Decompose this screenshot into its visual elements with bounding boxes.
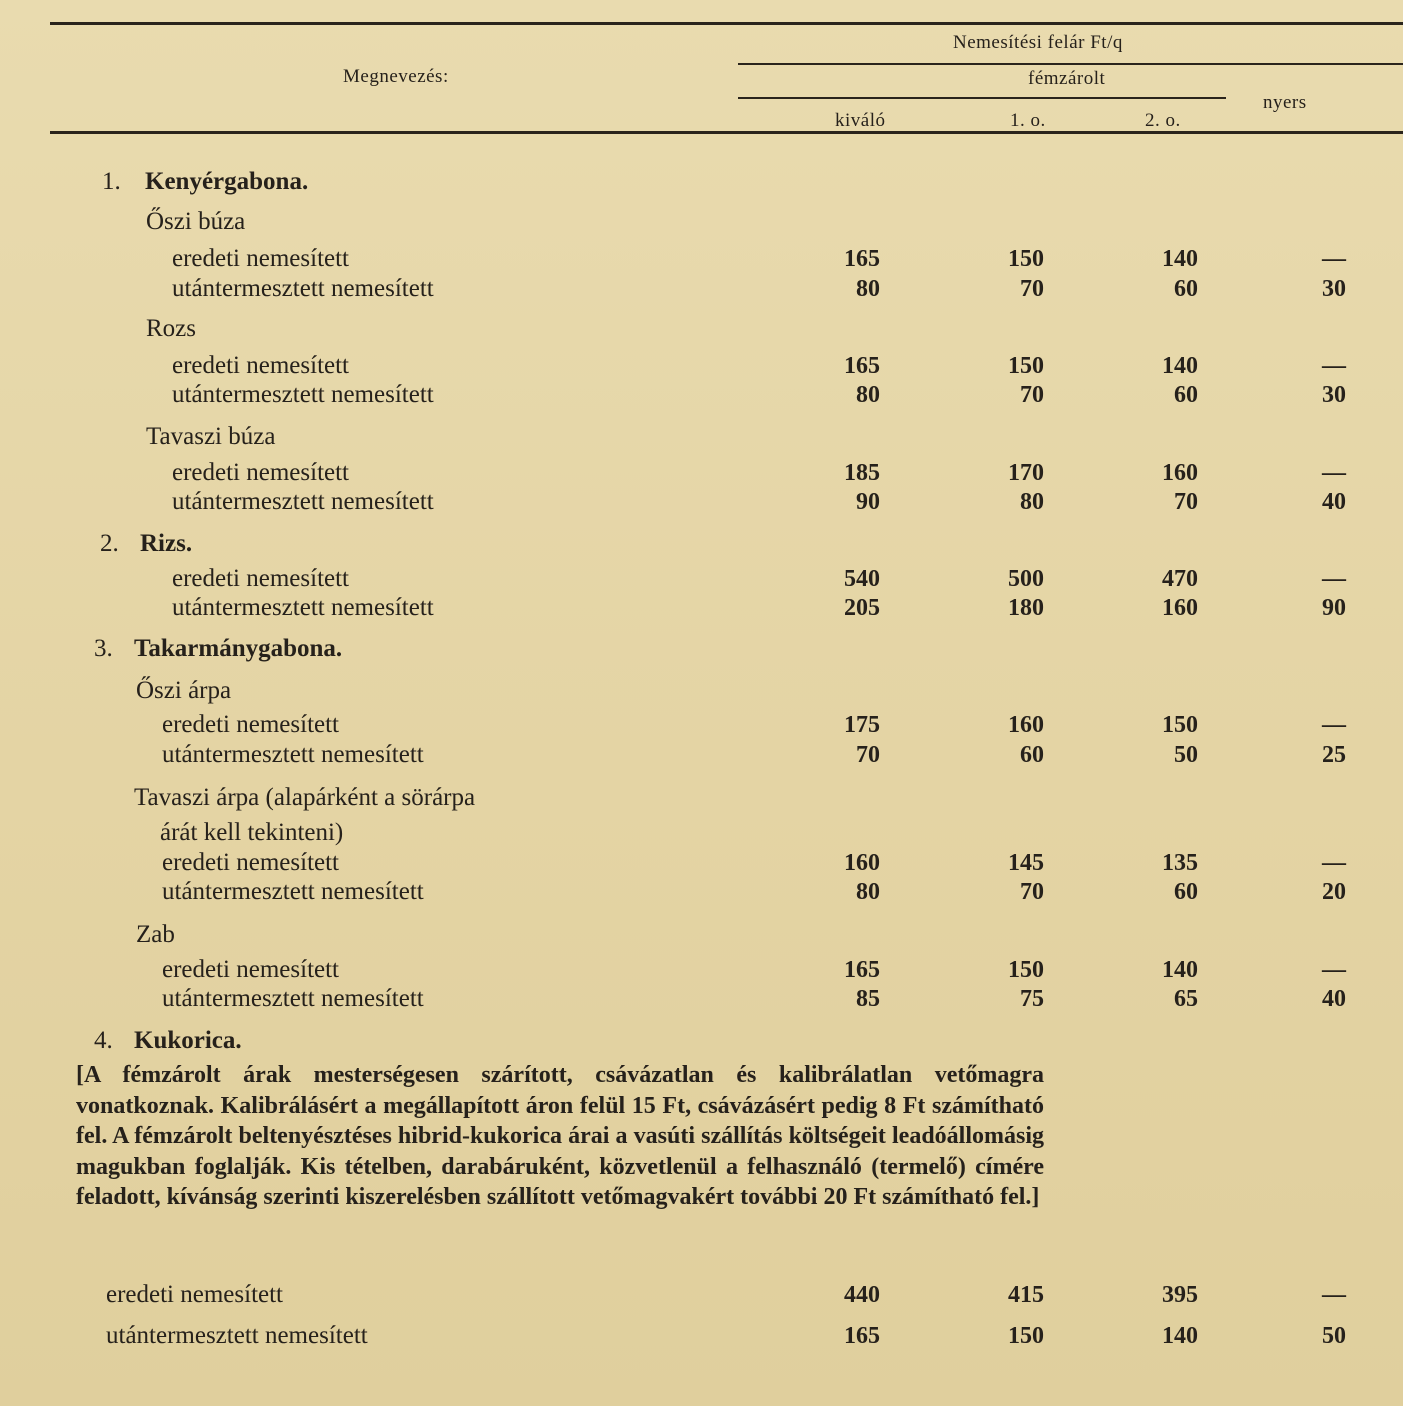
cell-nyers: — xyxy=(1322,460,1346,486)
cell-1o: 150 xyxy=(1008,957,1044,983)
section-title: Kukorica. xyxy=(134,1027,242,1054)
section-heading xyxy=(0,634,1403,664)
cell-nyers: — xyxy=(1322,957,1346,983)
row-label: utántermesztett nemesített xyxy=(172,594,434,621)
cell-2o: 60 xyxy=(1174,382,1198,408)
cell-nyers: 40 xyxy=(1322,986,1346,1012)
header-col-nyers: nyers xyxy=(1263,92,1307,113)
cell-2o: 140 xyxy=(1162,353,1198,379)
cell-kivalo: 70 xyxy=(856,742,880,768)
section-number: 1. xyxy=(102,168,121,195)
group-label: Rozs xyxy=(146,315,196,342)
group-heading xyxy=(0,676,1403,706)
row-label: utántermesztett nemesített xyxy=(172,381,434,408)
cell-1o: 70 xyxy=(1020,879,1044,905)
group-heading xyxy=(0,422,1403,452)
cell-1o: 150 xyxy=(1008,353,1044,379)
section-title: Rizs. xyxy=(140,530,193,557)
cell-2o: 470 xyxy=(1162,566,1198,592)
cell-kivalo: 80 xyxy=(856,879,880,905)
table-row xyxy=(0,710,1403,740)
section-number: 4. xyxy=(94,1027,113,1054)
section-number: 2. xyxy=(100,530,119,557)
table-row xyxy=(0,740,1403,770)
cell-2o: 160 xyxy=(1162,595,1198,621)
cell-kivalo: 440 xyxy=(844,1282,880,1308)
cell-2o: 50 xyxy=(1174,742,1198,768)
cell-2o: 65 xyxy=(1174,986,1198,1012)
top-rule xyxy=(50,22,1403,25)
cell-kivalo: 160 xyxy=(844,850,880,876)
section-title: Takarmánygabona. xyxy=(134,635,343,662)
header-label-col: Megnevezés: xyxy=(343,66,449,87)
group-rule xyxy=(738,63,1403,65)
header-col-1o: 1. o. xyxy=(1010,110,1046,131)
table-row xyxy=(0,1280,1403,1310)
group-label: árát kell tekinteni) xyxy=(160,819,344,846)
cell-kivalo: 165 xyxy=(844,353,880,379)
cell-nyers: — xyxy=(1322,246,1346,272)
group-label: Tavaszi búza xyxy=(146,423,276,450)
cell-kivalo: 80 xyxy=(856,382,880,408)
cell-1o: 70 xyxy=(1020,276,1044,302)
subgroup-rule xyxy=(738,97,1226,99)
cell-nyers: — xyxy=(1322,850,1346,876)
row-label: eredeti nemesített xyxy=(172,352,350,379)
cell-1o: 70 xyxy=(1020,382,1044,408)
header-col-2o: 2. o. xyxy=(1145,110,1181,131)
cell-2o: 150 xyxy=(1162,712,1198,738)
cell-2o: 60 xyxy=(1174,276,1198,302)
row-label: eredeti nemesített xyxy=(106,1281,284,1308)
cell-2o: 140 xyxy=(1162,246,1198,272)
cell-nyers: 90 xyxy=(1322,595,1346,621)
cell-kivalo: 85 xyxy=(856,986,880,1012)
cell-nyers: 30 xyxy=(1322,276,1346,302)
table-row xyxy=(0,380,1403,410)
group-heading xyxy=(0,920,1403,950)
cell-nyers: — xyxy=(1322,353,1346,379)
cell-nyers: — xyxy=(1322,712,1346,738)
section-heading xyxy=(0,529,1403,559)
header-bottom-rule xyxy=(50,131,1403,134)
cell-2o: 60 xyxy=(1174,879,1198,905)
cell-1o: 180 xyxy=(1008,595,1044,621)
group-label: Tavaszi árpa (alapárként a sörárpa xyxy=(134,784,476,811)
table-row xyxy=(0,458,1403,488)
cell-2o: 70 xyxy=(1174,489,1198,515)
cell-kivalo: 165 xyxy=(844,1323,880,1349)
row-label: utántermesztett nemesített xyxy=(106,1322,368,1349)
row-label: eredeti nemesített xyxy=(162,711,340,738)
cell-nyers: 40 xyxy=(1322,489,1346,515)
cell-1o: 170 xyxy=(1008,460,1044,486)
cell-2o: 140 xyxy=(1162,957,1198,983)
kukorica-note: [A fémzárolt árak mesterségesen szárított, csávázatlan és kalibrálatlan vetőmagra vonatkoznak. Kalibrálásért a megállapított áron felül 15 Ft, csávázásért pedig 8 Ft számítható fel. A fémzárolt beltenyésztéses hibrid-kukorica árai a vasúti szállítás költségeit leadóállomásig magukban foglalják. Kis tételben, darabáruként, közvetlenül a felhasználó (termelő) címére feladott, kívánság szerinti kiszerelésben szállított vetőmagvakért további 20 Ft számítható fel.] xyxy=(76,1062,1044,1210)
group-label: Őszi árpa xyxy=(136,677,232,704)
cell-1o: 150 xyxy=(1008,1323,1044,1349)
table-row xyxy=(0,351,1403,381)
cell-kivalo: 205 xyxy=(844,595,880,621)
cell-kivalo: 165 xyxy=(844,246,880,272)
cell-nyers: 30 xyxy=(1322,382,1346,408)
header-subgroup-label: fémzárolt xyxy=(1028,68,1106,89)
cell-2o: 140 xyxy=(1162,1323,1198,1349)
table-row xyxy=(0,955,1403,985)
cell-nyers: — xyxy=(1322,1282,1346,1308)
row-label: utántermesztett nemesített xyxy=(162,985,424,1012)
cell-1o: 60 xyxy=(1020,742,1044,768)
cell-1o: 415 xyxy=(1008,1282,1044,1308)
group-heading xyxy=(0,783,1403,813)
cell-kivalo: 185 xyxy=(844,460,880,486)
group-heading xyxy=(0,207,1403,237)
group-label: Őszi búza xyxy=(146,208,246,235)
cell-1o: 160 xyxy=(1008,712,1044,738)
header-col-kivalo: kiváló xyxy=(835,110,886,131)
cell-kivalo: 90 xyxy=(856,489,880,515)
cell-nyers: — xyxy=(1322,566,1346,592)
group-heading xyxy=(0,818,1403,848)
group-label: Zab xyxy=(136,921,175,948)
row-label: utántermesztett nemesített xyxy=(162,741,424,768)
section-number: 3. xyxy=(94,635,113,662)
cell-2o: 395 xyxy=(1162,1282,1198,1308)
header-group-label: Nemesítési felár Ft/q xyxy=(953,32,1123,53)
cell-2o: 160 xyxy=(1162,460,1198,486)
row-label: utántermesztett nemesített xyxy=(172,488,434,515)
table-row xyxy=(0,274,1403,304)
table-row xyxy=(0,984,1403,1014)
group-heading xyxy=(0,314,1403,344)
row-label: eredeti nemesített xyxy=(162,956,340,983)
row-label: eredeti nemesített xyxy=(172,245,350,272)
table-row xyxy=(0,487,1403,517)
cell-1o: 150 xyxy=(1008,246,1044,272)
cell-nyers: 25 xyxy=(1322,742,1346,768)
cell-nyers: 20 xyxy=(1322,879,1346,905)
cell-kivalo: 540 xyxy=(844,566,880,592)
row-label: utántermesztett nemesített xyxy=(172,275,434,302)
row-label: eredeti nemesített xyxy=(172,565,350,592)
cell-nyers: 50 xyxy=(1322,1323,1346,1349)
cell-2o: 135 xyxy=(1162,850,1198,876)
cell-1o: 145 xyxy=(1008,850,1044,876)
cell-1o: 75 xyxy=(1020,986,1044,1012)
section-title: Kenyérgabona. xyxy=(145,168,309,195)
section-heading xyxy=(0,167,1403,197)
cell-kivalo: 175 xyxy=(844,712,880,738)
cell-1o: 500 xyxy=(1008,566,1044,592)
cell-kivalo: 80 xyxy=(856,276,880,302)
table-row xyxy=(0,244,1403,274)
table-row xyxy=(0,593,1403,623)
table-row xyxy=(0,848,1403,878)
cell-1o: 80 xyxy=(1020,489,1044,515)
table-row xyxy=(0,1321,1403,1351)
row-label: eredeti nemesített xyxy=(172,459,350,486)
section-heading xyxy=(0,1026,1403,1056)
table-row xyxy=(0,564,1403,594)
row-label: utántermesztett nemesített xyxy=(162,878,424,905)
row-label: eredeti nemesített xyxy=(162,849,340,876)
cell-kivalo: 165 xyxy=(844,957,880,983)
table-row xyxy=(0,877,1403,907)
